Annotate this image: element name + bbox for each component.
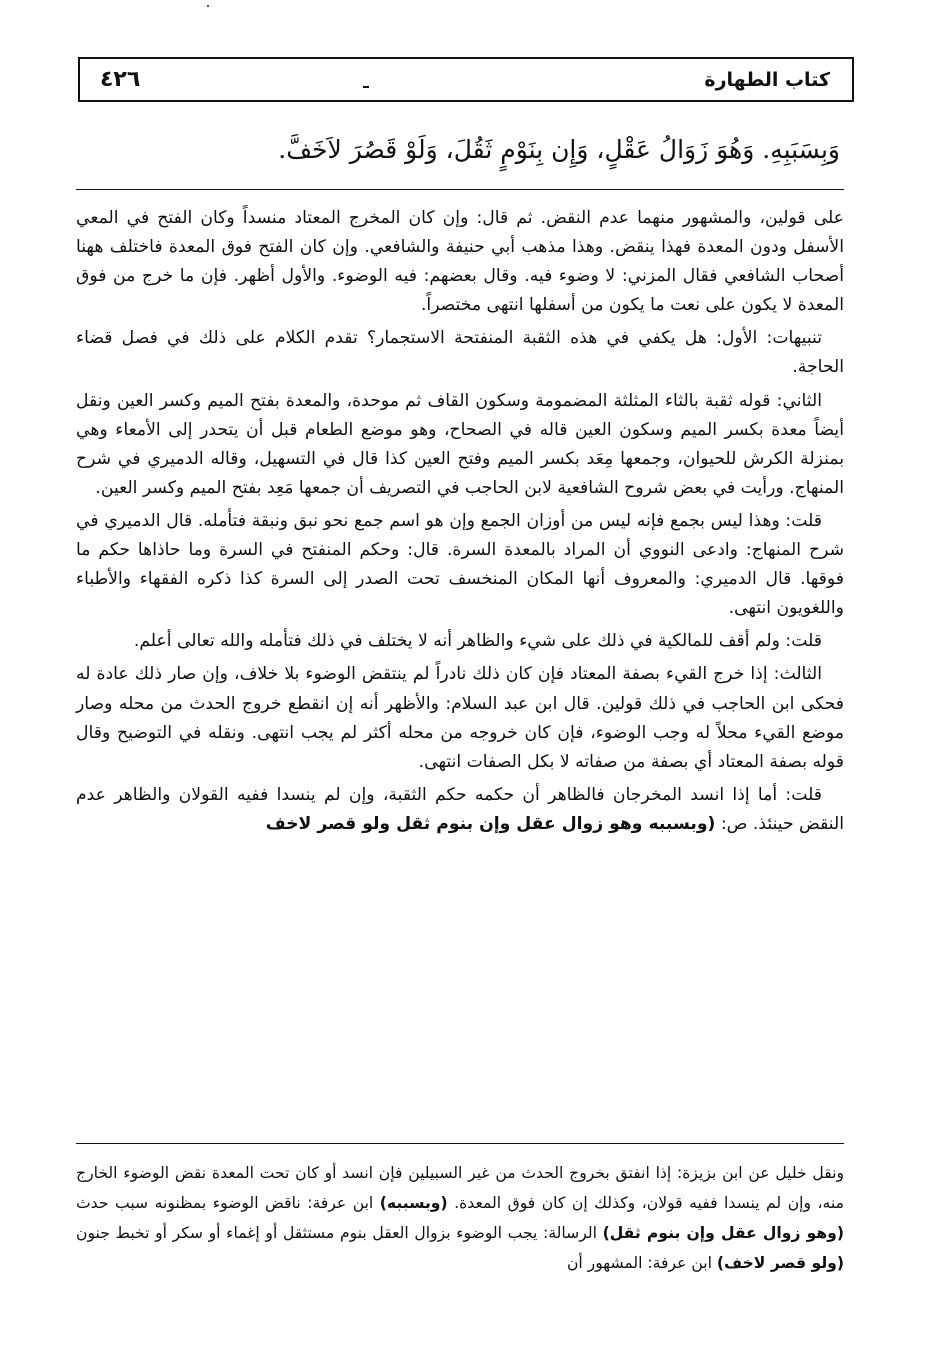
commentary-body xyxy=(76,204,844,843)
matn-quote: (وبسببه وهو زوال عقل وإن بنوم ثقل ولو قصر لاخف xyxy=(265,813,716,834)
book-chapter-title: كتاب الطهارة xyxy=(704,68,830,91)
matn-divider xyxy=(76,189,844,190)
commentary-paragraph: تنبيهات: الأول: هل يكفي في هذه الثقبة المنفتحة الاستجمار؟ تقدم الكلام على ذلك في فصل قضاء الحاجة. xyxy=(76,328,844,378)
footnote-text: الرسالة: يجب الوضوء بزوال العقل بنوم مستثقل أو إغماء أو سكر أو تخبط جنون xyxy=(76,1224,603,1242)
commentary-paragraph xyxy=(76,781,844,839)
matn-text: وَبِسَبَبِهِ. وَهُوَ زَوَالُ عَقْلٍ، وَإِن بِنَوْمٍ ثَقُلَ، وَلَوْ قَصُرَ لاَخَفَّ. xyxy=(278,135,840,164)
commentary-paragraph: قلت: ولم أقف للمالكية في ذلك على شيء والظاهر أنه لا يختلف في ذلك فتأمله والله تعالى أعلم. xyxy=(133,631,822,652)
footnote-paragraph xyxy=(76,1158,844,1278)
footnote-text: ابن عرفة: ناقض الوضوء بمظنونه سبب حدث xyxy=(76,1194,380,1212)
commentary-paragraph: الثاني: قوله ثقبة بالثاء المثلثة المضمومة وسكون القاف ثم موحدة، والمعدة بفتح الميم وكسر العين ونقل أيضاً معدة بكسر الميم وسكون العين قاله في الصحاح، وهو موضع الطعام قبل أن يتحدر إلى الأمعاء وهي بمنزلة الكرش للحيوان، وجمعها مِعَد بكسر الميم وفتح العين كذا قال في التسهيل، وقاله الدميري في شرح المنهاج. ورأيت في بعض شروح الشافعية لابن الحاجب في التصريف أن جمعها مَعِد بفتح الميم وكسر العين. xyxy=(76,390,844,498)
footnote-text: ابن عرفة: المشهور أن xyxy=(566,1254,717,1272)
footnote-text: ونقل خليل عن ابن بزيزة: إذا انفتق بخروج الحدث من غير السبيلين فإن انسد أو كان تحت المعدة نقض الوضوء الخارج منه، وإن لم ينسدا ففيه قولان، وكذلك إن كان فوق المعدة. xyxy=(76,1164,844,1212)
scan-speck xyxy=(207,5,209,7)
footnote-divider xyxy=(76,1143,844,1144)
footnote-quote: (ولو قصر لاخف) xyxy=(716,1254,844,1272)
commentary-paragraph: على قولين، والمشهور منهما عدم النقض. ثم قال: وإن كان المخرج المعتاد منسداً وكان الفتح في المعي الأسفل ودون المعدة فهذا ينقض. وهذا مذهب أبي حنيفة والشافعي. وإن كان الفتح فوق المعدة فاختلف ههنا أصحاب الشافعي فقال المزني: لا وضوء فيه. وقال بعضهم: فيه الوضوء. والأول أظهر. فإن ما خرج من فوق المعدة لا يكون على نعت ما يكون من أسفلها انتهى مختصراً. xyxy=(76,208,844,316)
running-header xyxy=(78,57,854,102)
page-number: ٤٢٦ xyxy=(100,67,141,92)
footnote-quote: (وهو زوال عقل وإن بنوم ثقل) xyxy=(602,1224,844,1242)
header-mark xyxy=(363,86,369,88)
commentary-paragraph: قلت: وهذا ليس بجمع فإنه ليس من أوزان الجمع وإن هو اسم جمع نحو نبق ونبقة فتأمله. قال الدميري في شرح المنهاج: وادعى النووي أن المراد بالمعدة السرة. قال: وحكم المنفتح في السرة وما حاذاها حكم ما فوقها. قال الدميري: والمعروف أنها المكان المنخسف تحت الصدر إلى السرة كذا ذكره الفقهاء والأطباء واللغويون انتهى. xyxy=(76,510,844,619)
commentary-paragraph: الثالث: إذا خرج القيء بصفة المعتاد فإن كان ذلك نادراً لم ينتقض الوضوء بلا خلاف، وإن صار ذلك عادة له فحكى ابن الحاجب في ذلك قولين. قال ابن عبد السلام: والأظهر أنه إن انقطع خروج الحدث من محله وصار موضع القيء محلاً له وجب الوضوء، فإن كان خروجه من محله أكثر لم يجب انتهى. ونقله في التوضيح وقال قوله بصفة المعتاد أي بصفة من صفاته لا بكل الصفات انتهى. xyxy=(76,664,844,772)
footnote-quote: (وبسببه) xyxy=(379,1194,448,1212)
footnote xyxy=(76,1158,844,1278)
commentary-text: قلت: أما إذا انسد المخرجان فالظاهر أن حكمه حكم الثقبة، وإن لم ينسدا ففيه القولان والظاهر عدم النقض حينئذ. ص: xyxy=(76,784,844,834)
